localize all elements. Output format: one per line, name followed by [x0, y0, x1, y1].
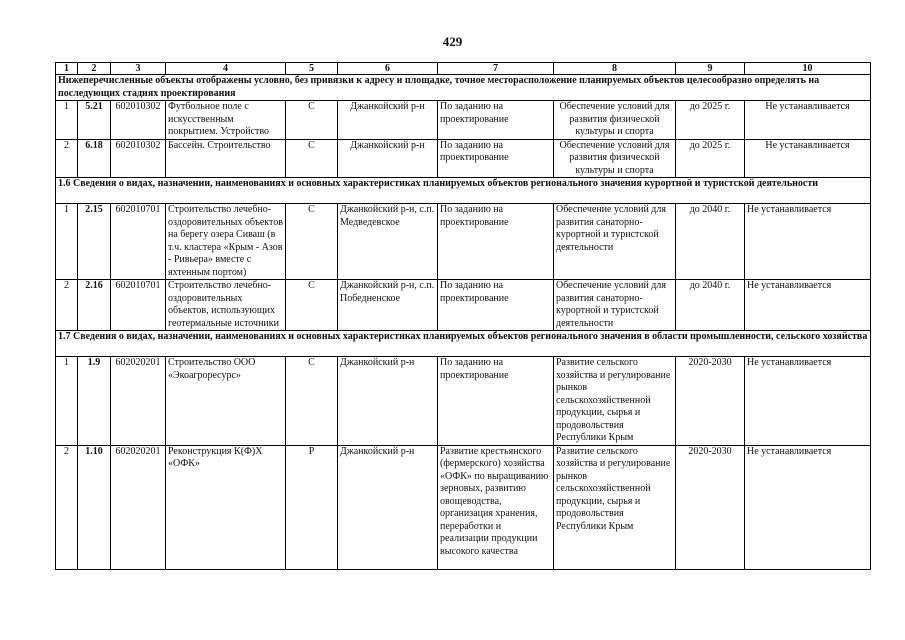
column-number-row	[56, 63, 871, 75]
object-purpose: Обеспечение условий для развития физической культуры и спорта	[554, 101, 676, 140]
object-purpose: Развитие сельского хозяйства и регулирование рынков сельскохозяйственной продукции, сырья и продовольствия Республики Крым	[554, 357, 676, 446]
row-index: 1	[56, 357, 78, 446]
object-number: 1.9	[78, 357, 111, 446]
object-name: Бассейн. Строительство	[166, 139, 286, 178]
object-basis: Развитие крестьянского (фермерского) хозяйства «ОФК» по выращиванию зерновых, развитию овощеводства, организация хранения, переработки и реализации продукции высокого качества	[438, 445, 554, 569]
row-index: 2	[56, 280, 78, 331]
column-header: 4	[166, 63, 286, 75]
row-index: 2	[56, 139, 78, 178]
object-term: до 2025 г.	[676, 101, 745, 140]
object-name: Реконструкция К(Ф)Х «ОФК»	[166, 445, 286, 569]
object-term: 2020-2030	[676, 445, 745, 569]
column-header: 3	[111, 63, 166, 75]
table-row	[56, 204, 871, 280]
column-header: 10	[745, 63, 871, 75]
column-header: 1	[56, 63, 78, 75]
object-code: 602010302	[111, 101, 166, 140]
object-code: 602020201	[111, 357, 166, 446]
column-header: 7	[438, 63, 554, 75]
object-zone: Не устанавливается	[745, 280, 871, 331]
object-term: до 2040 г.	[676, 204, 745, 280]
object-number: 2.16	[78, 280, 111, 331]
object-type: С	[286, 204, 338, 280]
object-number: 5.21	[78, 101, 111, 140]
object-purpose: Обеспечение условий для развития санаторно-курортной и туристской деятельности	[554, 204, 676, 280]
object-basis: По заданию на проектирование	[438, 139, 554, 178]
row-index: 1	[56, 101, 78, 140]
object-name: Строительство лечебно-оздоровительных объектов, использующих геотермальные источники	[166, 280, 286, 331]
table-row	[56, 445, 871, 569]
object-basis: По заданию на проектирование	[438, 204, 554, 280]
table-row	[56, 280, 871, 331]
object-code: 602010701	[111, 280, 166, 331]
object-location: Джанкойский р-н	[338, 101, 438, 140]
object-basis: По заданию на проектирование	[438, 357, 554, 446]
object-type: С	[286, 357, 338, 446]
object-type: Р	[286, 445, 338, 569]
planning-table	[55, 62, 871, 570]
object-location: Джанкойский р-н	[338, 445, 438, 569]
table-row	[56, 357, 871, 446]
object-zone: Не устанавливается	[745, 445, 871, 569]
object-location: Джанкойский р-н, с.п. Победненское	[338, 280, 438, 331]
object-zone: Не устанавливается	[745, 101, 871, 140]
column-header: 2	[78, 63, 111, 75]
section-heading-row	[56, 331, 871, 357]
column-header: 5	[286, 63, 338, 75]
object-zone: Не устанавливается	[745, 139, 871, 178]
object-name: Футбольное поле с искусственным покрытием. Устройство	[166, 101, 286, 140]
object-basis: По заданию на проектирование	[438, 280, 554, 331]
object-type: С	[286, 101, 338, 140]
column-header: 8	[554, 63, 676, 75]
table-row	[56, 139, 871, 178]
object-term: до 2040 г.	[676, 280, 745, 331]
object-purpose: Развитие сельского хозяйства и регулирование рынков сельскохозяйственной продукции, сырья и продовольствия Республики Крым	[554, 445, 676, 569]
table-row	[56, 101, 871, 140]
object-purpose: Обеспечение условий для развития физической культуры и спорта	[554, 139, 676, 178]
page-number: 429	[442, 34, 463, 49]
object-type: С	[286, 139, 338, 178]
object-type: С	[286, 280, 338, 331]
object-code: 602020201	[111, 445, 166, 569]
object-zone: Не устанавливается	[745, 357, 871, 446]
object-number: 2.15	[78, 204, 111, 280]
section-title: 1.6 Сведения о видах, назначении, наименованиях и основных характеристиках планируемых объектов регионального значения курортной и туристской деятельности	[56, 178, 871, 204]
object-zone: Не устанавливается	[745, 204, 871, 280]
object-term: 2020-2030	[676, 357, 745, 446]
section-title: Нижеперечисленные объекты отображены условно, без привязки к адресу и площадке, точное месторасположение планируемых объектов целесообразно определять на последующих стадиях проектирования	[56, 75, 871, 101]
object-location: Джанкойский р-н, с.п. Медведевское	[338, 204, 438, 280]
object-location: Джанкойский р-н	[338, 139, 438, 178]
object-basis: По заданию на проектирование	[438, 101, 554, 140]
object-number: 1.10	[78, 445, 111, 569]
object-code: 602010701	[111, 204, 166, 280]
row-index: 2	[56, 445, 78, 569]
section-heading-row	[56, 178, 871, 204]
object-code: 602010302	[111, 139, 166, 178]
object-name: Строительство лечебно-оздоровительных объектов на берегу озера Сиваш (в т.ч. кластера «Крым - Азов - Ривьера» вместе с яхтенным портом)	[166, 204, 286, 280]
object-number: 6.18	[78, 139, 111, 178]
section-heading-row	[56, 75, 871, 101]
section-title: 1.7 Сведения о видах, назначении, наименованиях и основных характеристиках планируемых объектов регионального значения в области промышленности, сельского хозяйства	[56, 331, 871, 357]
object-location: Джанкойский р-н	[338, 357, 438, 446]
column-header: 6	[338, 63, 438, 75]
object-term: до 2025 г.	[676, 139, 745, 178]
column-header: 9	[676, 63, 745, 75]
object-purpose: Обеспечение условий для развития санаторно-курортной и туристской деятельности	[554, 280, 676, 331]
row-index: 1	[56, 204, 78, 280]
object-name: Строительство ООО «Экоагроресурс»	[166, 357, 286, 446]
